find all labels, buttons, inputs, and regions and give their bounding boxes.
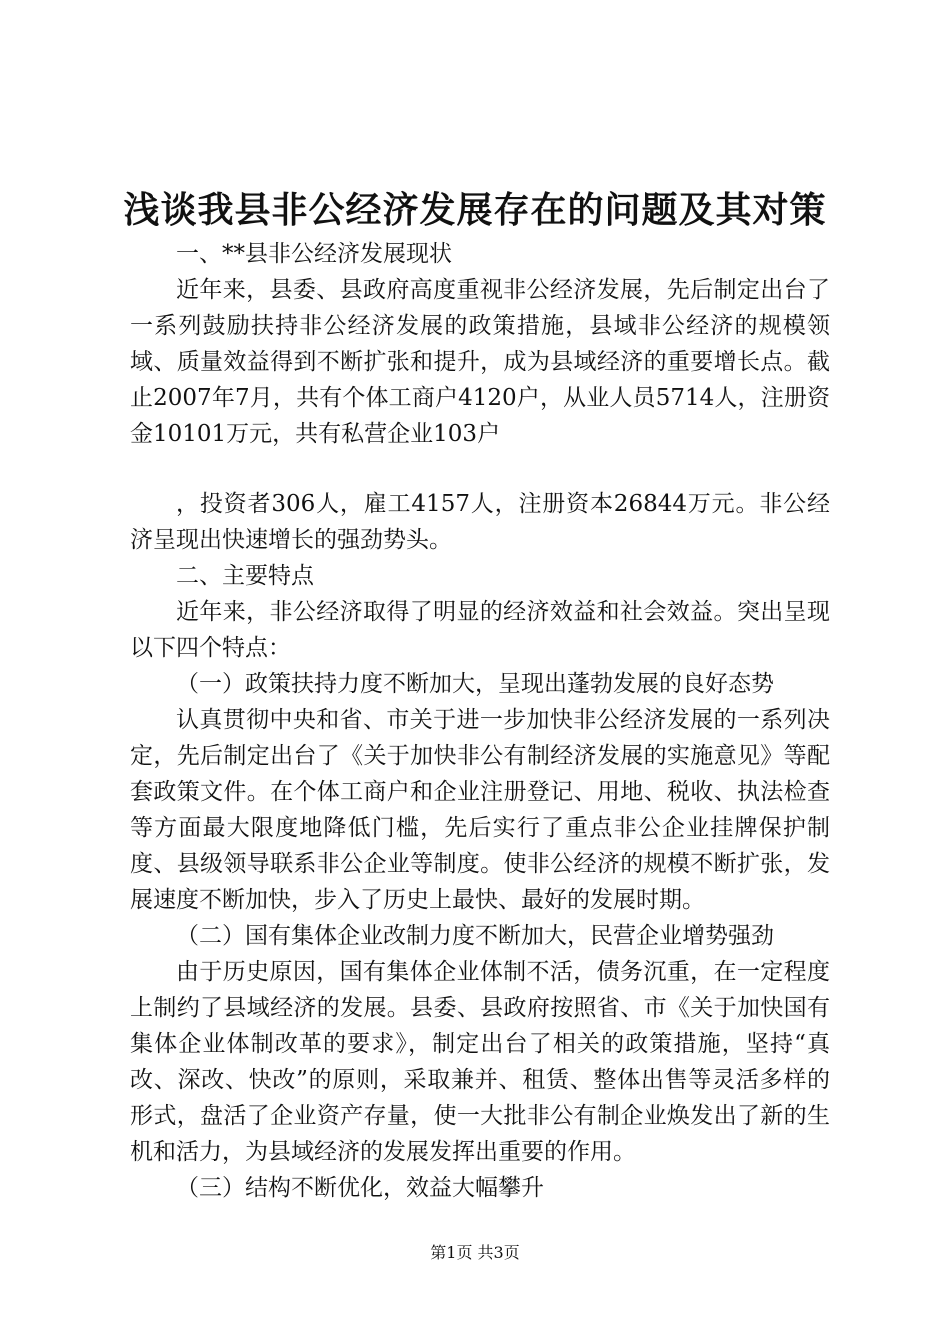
subheading-1: （一）政策扶持力度不断加大，呈现出蓬勃发展的良好态势: [176, 671, 774, 697]
paragraph-reform: 由于历史原因，国有集体企业体制不活，债务沉重，在一定程度上制约了县域经济的发展。县委、县政府按照省、市《关于加快国有集体企业体制改革的要求》，制定出台了相关的政策措施，坚持“真改、深改、快改”的原则，采取兼并、租赁、整体出售等灵活多样的形式，盘活了企业资产存量，使一大批非公有制企业焕发出了新的生机和活力，为县域经济的发展发挥出重要的作用。: [130, 959, 830, 1165]
paragraph-features-intro: 近年来，非公经济取得了明显的经济效益和社会效益。突出呈现以下四个特点：: [130, 599, 830, 661]
section-heading-1: 一、**县非公经济发展现状: [176, 241, 452, 267]
section-heading-2: 二、主要特点: [176, 563, 314, 589]
paragraph-policy: 认真贯彻中央和省、市关于进一步加快非公经济发展的一系列决定，先后制定出台了《关于加快非公有制经济发展的实施意见》等配套政策文件。在个体工商户和企业注册登记、用地、税收、执法检查等方面最大限度地降低门槛，先后实行了重点非公企业挂牌保护制度、县级领导联系非公企业等制度。使非公经济的规模不断扩张，发展速度不断加快，步入了历史上最快、最好的发展时期。: [130, 707, 830, 913]
paragraph-status-continued: ，投资者306人，雇工4157人，注册资本26844万元。非公经济呈现出快速增长的强劲势头。: [130, 491, 830, 553]
document-title: 浅谈我县非公经济发展存在的问题及其对策: [123, 189, 827, 231]
paragraph-status: 近年来，县委、县政府高度重视非公经济发展，先后制定出台了一系列鼓励扶持非公经济发展的政策措施，县域非公经济的规模领域、质量效益得到不断扩张和提升，成为县域经济的重要增长点。截止2007年7月，共有个体工商户4120户，从业人员5714人，注册资金10101万元，共有私营企业103户: [130, 277, 830, 447]
document-body: [130, 236, 830, 1206]
subheading-3: （三）结构不断优化，效益大幅攀升: [176, 1175, 544, 1201]
paragraph-gap: [130, 452, 830, 486]
subheading-2: （二）国有集体企业改制力度不断加大，民营企业增势强劲: [176, 923, 774, 949]
page-footer: 第1页 共3页: [430, 1243, 520, 1262]
